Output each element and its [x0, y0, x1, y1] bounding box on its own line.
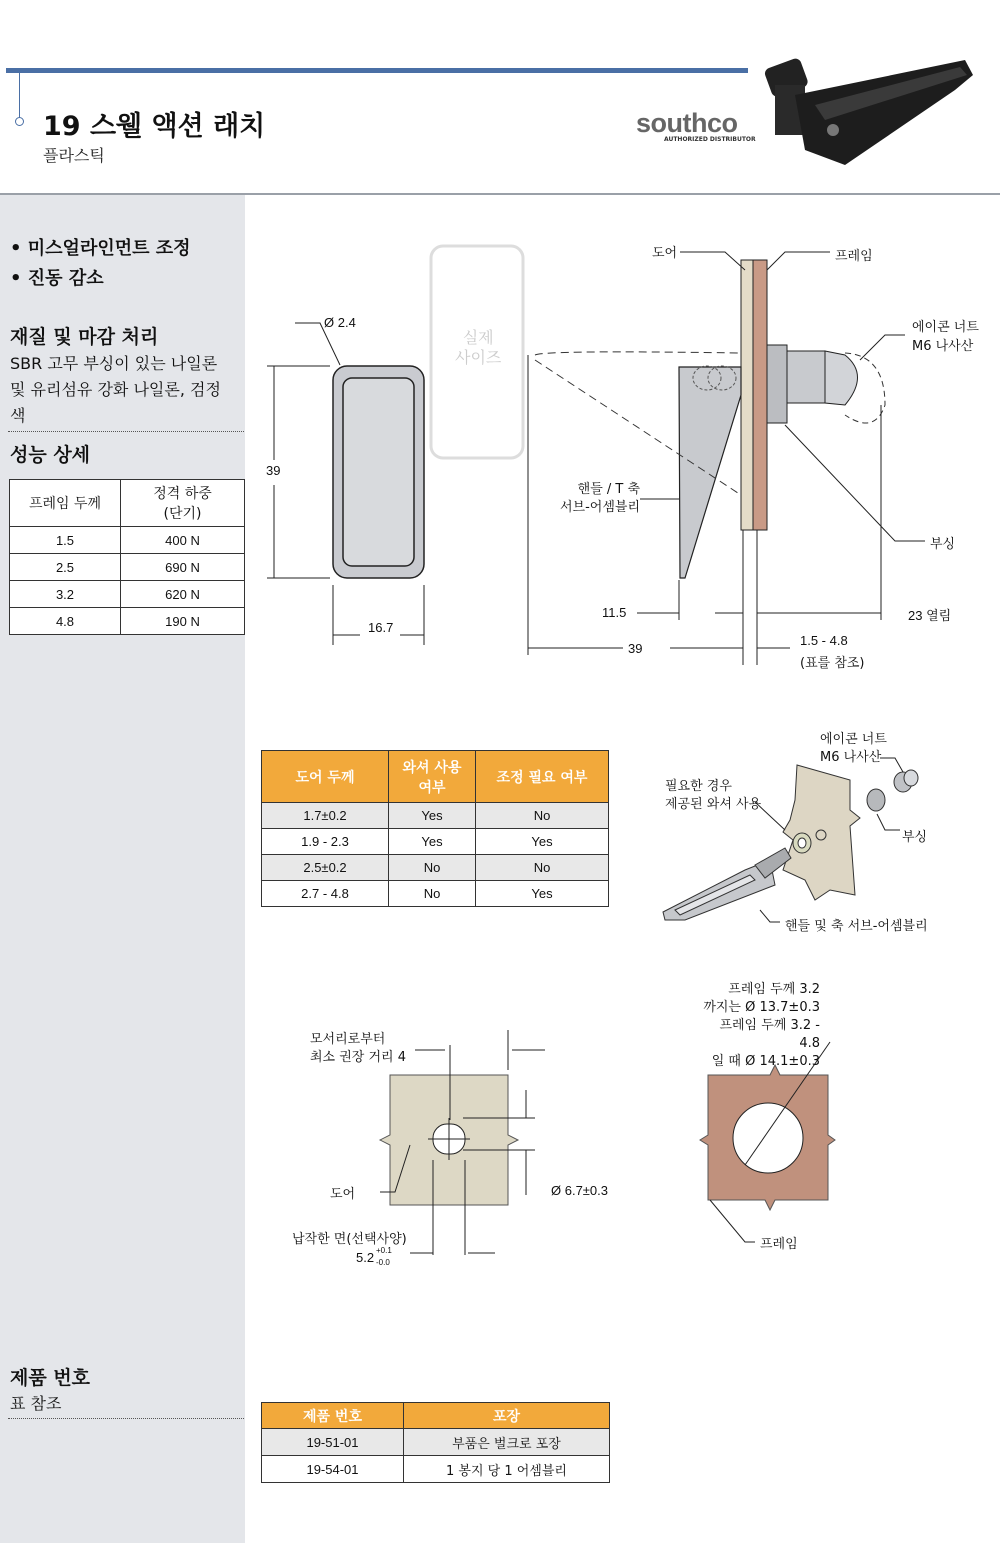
label-door: 도어 [652, 246, 678, 261]
material-text: SBR 고무 부싱이 있는 나일론 및 유리섬유 강화 나일론, 검정색 [10, 354, 221, 425]
header-rule-vertical [19, 73, 20, 118]
performance-table [9, 479, 245, 635]
table-row: 19-54-01 1 봉지 당 1 어셈블리 [262, 1456, 610, 1483]
dim-23-open: 23 열림 [908, 608, 952, 623]
label-edge-distance: 모서리로부터 최소 권장 거리 4 [310, 1032, 407, 1065]
feature-item: • 미스얼라인먼트 조정 [10, 238, 191, 259]
dim-height: 39 [266, 463, 281, 478]
label-bushing: 부싱 [902, 830, 928, 845]
dim-39: 39 [628, 641, 643, 656]
part-number-heading: 제품 번호 [10, 1367, 91, 1389]
feature-item: • 진동 감소 [10, 268, 104, 289]
col-header: 와셔 사용 여부 [389, 751, 476, 803]
part-number-text: 표 참조 [10, 1394, 62, 1413]
dim-thickness: 1.5 - 4.8 [800, 633, 848, 648]
dim-diameter: Ø 2.4 [324, 315, 356, 330]
col-header: 프레임 두께 [10, 480, 121, 527]
label-door: 도어 [330, 1187, 356, 1202]
dim-tol-minus: -0.0 [376, 1258, 390, 1267]
door-thickness-table [261, 750, 609, 907]
table-row: 2.5 690 N [10, 554, 245, 581]
latch-photo-icon [755, 55, 980, 170]
col-header: 조정 필요 여부 [476, 751, 609, 803]
dim-hole-diameter: Ø 6.7±0.3 [551, 1183, 609, 1198]
label-acorn-nut: 에이콘 너트 M6 나사산 [912, 320, 979, 354]
col-header: 도어 두께 [262, 751, 389, 803]
label-frame-note: 프레임 두께 3.2 까지는 Ø 13.7±0.3 프레임 두께 3.2 - 4.8 일 때 Ø 14.1±0.3 [703, 982, 820, 1069]
dim-tol-plus: +0.1 [376, 1246, 392, 1255]
dim-thickness-note: (표를 참조) [800, 656, 865, 671]
table-row: 1.9 - 2.3 Yes Yes [262, 829, 609, 855]
table-row: 2.7 - 4.8 No Yes [262, 881, 609, 907]
table-row: 19-51-01 부품은 벌크로 포장 [262, 1429, 610, 1456]
part-number-table [261, 1402, 610, 1483]
page-subtitle: 플라스틱 [43, 146, 105, 165]
label-handle: 핸들 / T 축 서브-어셈블리 [560, 482, 641, 515]
label-washer: 필요한 경우 제공된 와셔 사용 [665, 779, 762, 812]
header-rule [6, 68, 748, 73]
divider [8, 1418, 244, 1419]
label-frame: 프레임 [835, 249, 873, 264]
dim-width: 16.7 [368, 620, 394, 635]
col-header: 제품 번호 [262, 1403, 404, 1429]
label-flat-face: 납작한 면(선택사양) [292, 1232, 407, 1247]
actual-size-label: 실제 사이즈 [455, 328, 502, 367]
label-handle-shaft: 핸들 및 축 서브-어셈블리 [785, 919, 928, 934]
label-frame: 프레임 [760, 1237, 798, 1252]
page-title: 19 스웰 액션 래치 [43, 111, 266, 142]
table-row: 1.7±0.2 Yes No [262, 803, 609, 829]
table-row: 3.2 620 N [10, 581, 245, 608]
table-row: 2.5±0.2 No No [262, 855, 609, 881]
material-heading: 재질 및 마감 처리 [10, 326, 159, 348]
performance-heading: 성능 상세 [10, 444, 91, 466]
latch-section-drawing [245, 195, 1000, 725]
exploded-view-drawing [655, 740, 1000, 940]
dim-11-5: 11.5 [602, 605, 627, 620]
table-row: 1.5 400 N [10, 527, 245, 554]
table-row: 4.8 190 N [10, 608, 245, 635]
col-header: 정격 하중 (단기) [121, 480, 245, 527]
divider [8, 431, 244, 432]
header-bullet [15, 117, 24, 126]
brand-logo: southco [636, 108, 738, 138]
dim-flat: 5.2 [356, 1250, 375, 1265]
label-acorn-nut: 에이콘 너트 M6 나사산 [820, 732, 887, 765]
label-bushing: 부싱 [930, 537, 956, 552]
col-header: 포장 [404, 1403, 610, 1429]
brand-sub: AUTHORIZED DISTRIBUTOR [664, 136, 756, 143]
